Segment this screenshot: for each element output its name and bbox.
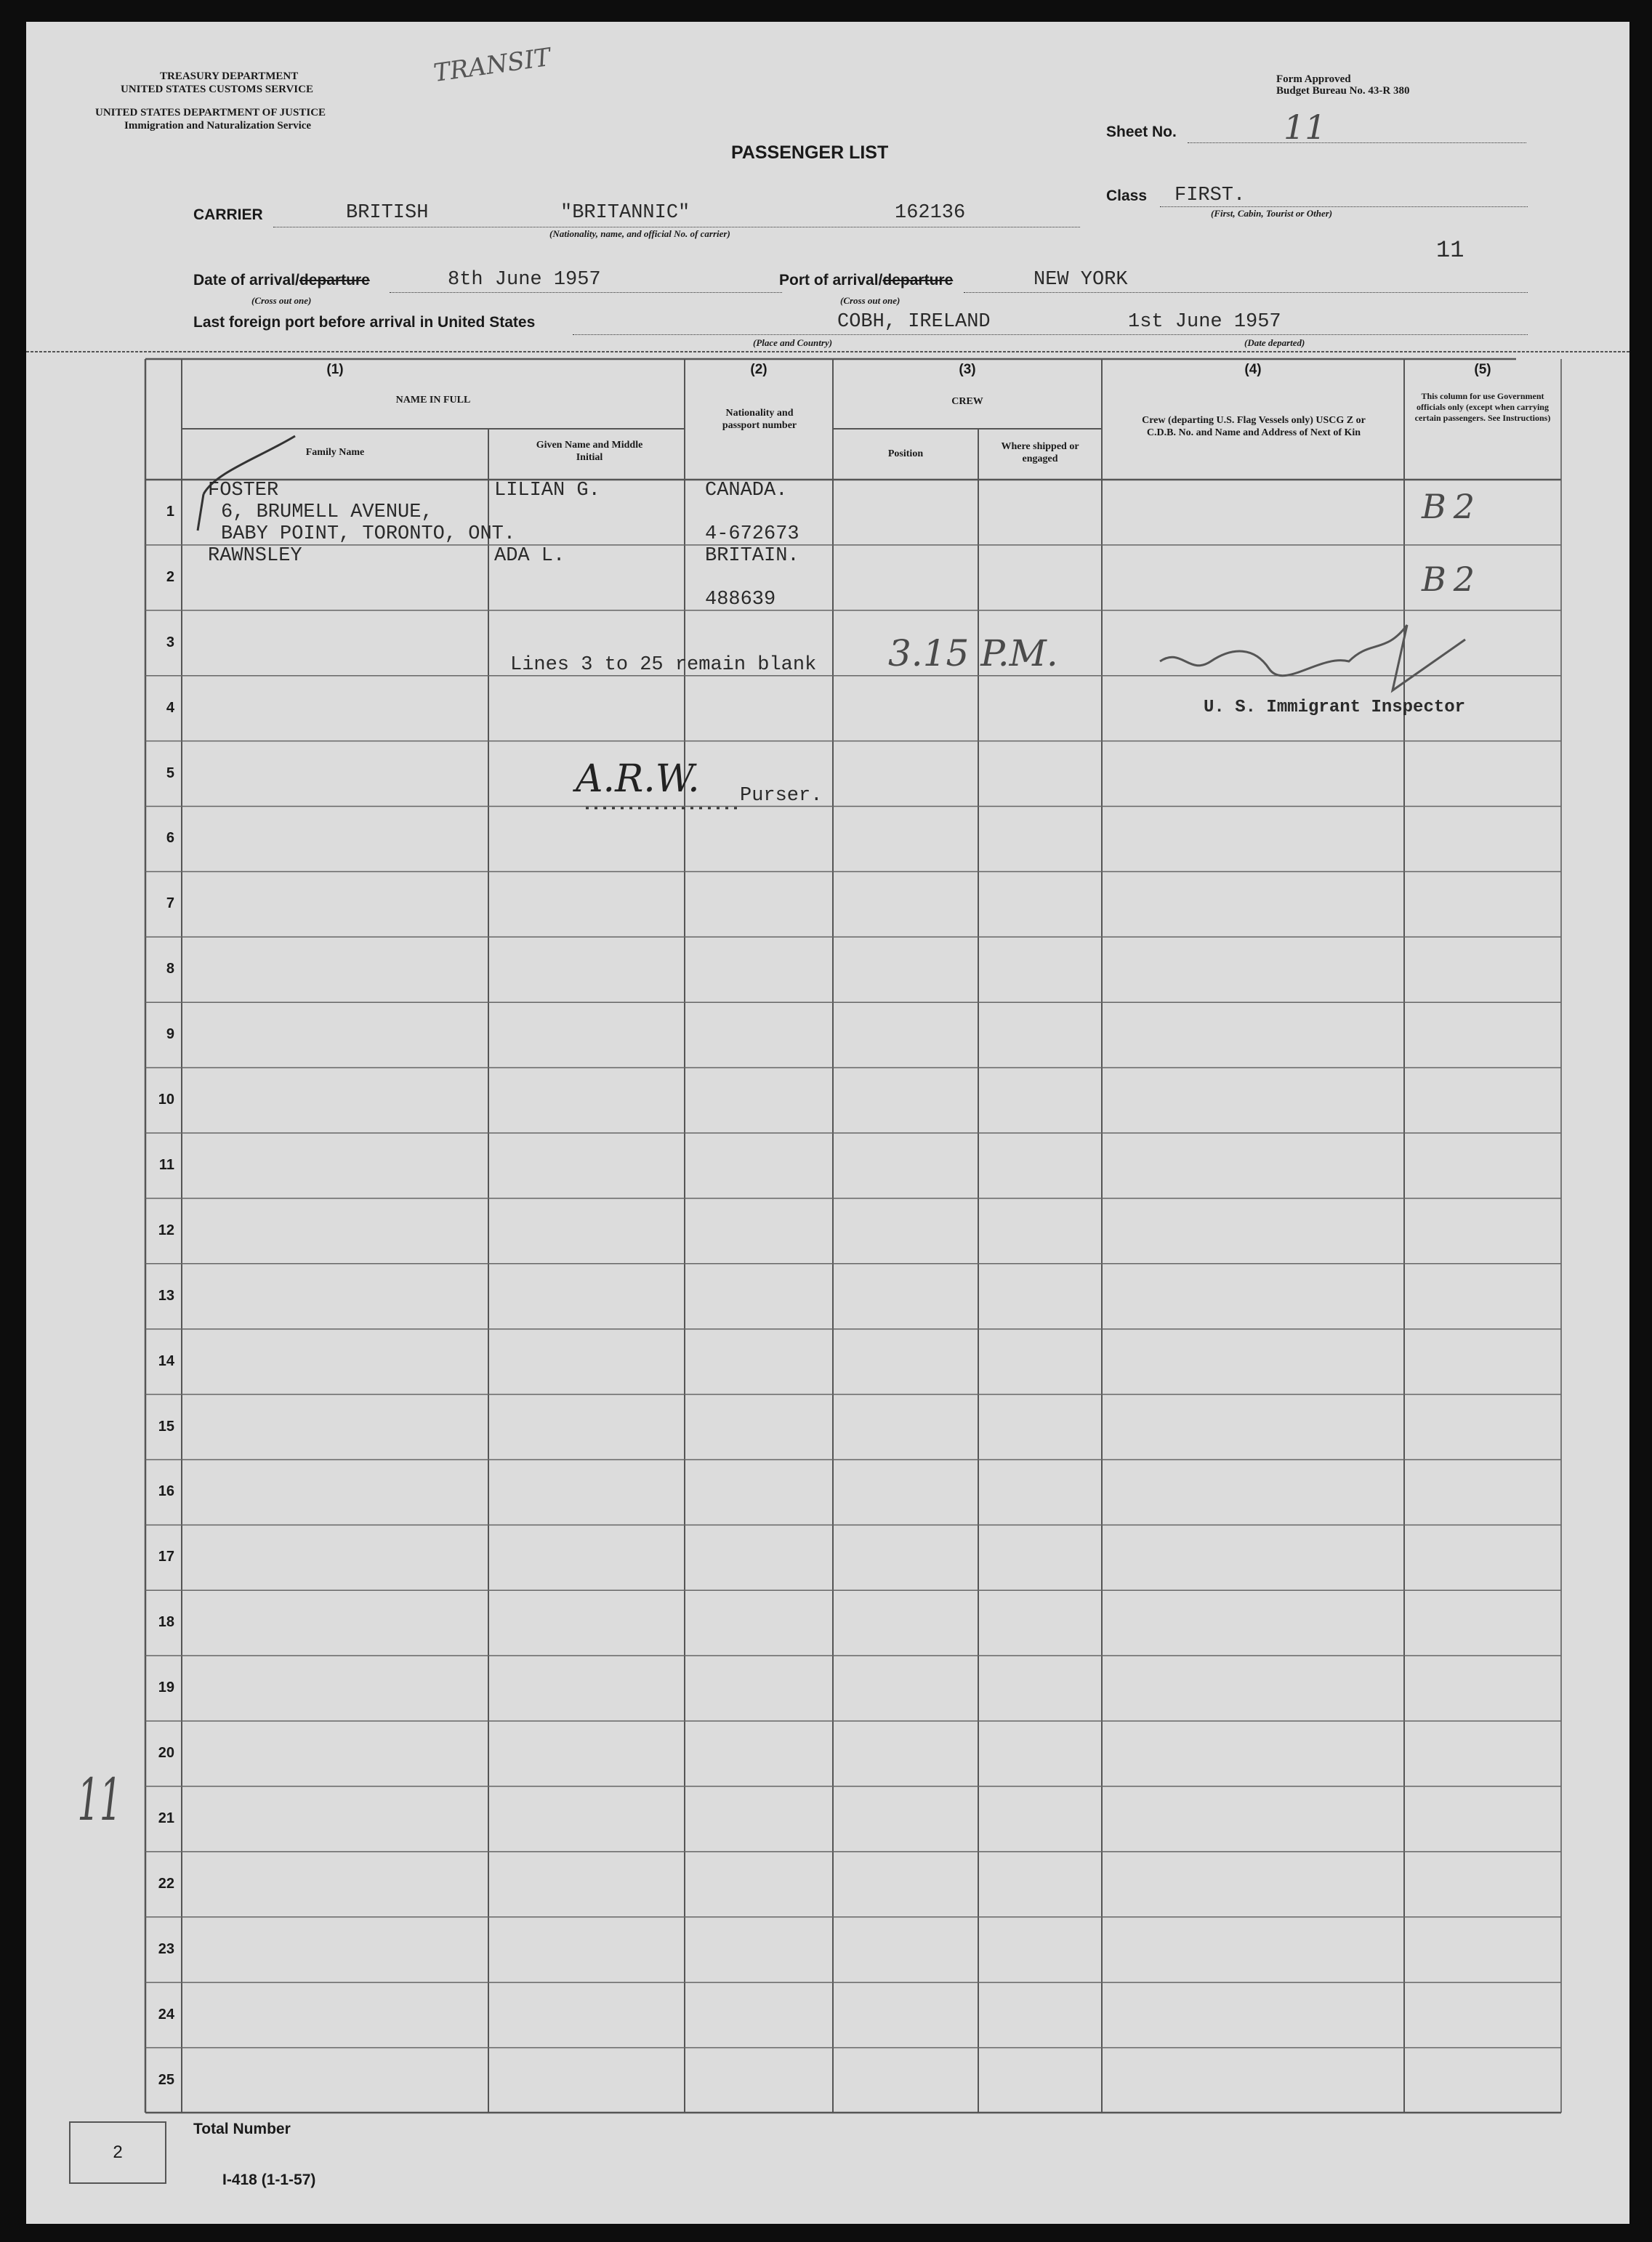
col4-header: Crew (departing U.S. Flag Vessels only) USCG Z or C.D.B. No. and Name and Address of Next of Kin	[1142, 415, 1366, 438]
margin-mark: 11	[77, 1766, 122, 1834]
row-number: 23	[158, 1940, 174, 1957]
last-port-subcaption: (Place and Country)	[753, 337, 833, 348]
row-number: 12	[158, 1222, 174, 1238]
row-number: 17	[158, 1549, 174, 1565]
row-number: 4	[166, 699, 174, 716]
row-number: 21	[158, 1810, 174, 1826]
p2-nationality: BRITAIN.	[705, 545, 799, 567]
p1-address-line1: 6, BRUMELL AVENUE,	[221, 501, 433, 523]
col2-number: (2)	[750, 362, 767, 377]
port-label: Port of arrival/departure	[779, 272, 954, 289]
last-port-date-subcaption: (Date departed)	[1244, 337, 1305, 348]
p1-code: B2	[1422, 487, 1483, 526]
row-number: 6	[166, 830, 174, 847]
last-port-label: Last foreign port before arrival in United States	[193, 314, 536, 331]
form-number: I-418 (1-1-57)	[222, 2172, 316, 2188]
transit-stamp: TRANSIT	[432, 42, 552, 89]
row-number: 10	[158, 1092, 174, 1108]
immigration-service: Immigration and Naturalization Service	[124, 120, 312, 132]
family-name-header: Family Name	[305, 447, 365, 458]
p2-code: B2	[1422, 560, 1483, 599]
p1-given-name: LILIAN G.	[494, 480, 600, 501]
arrival-date: 8th June 1957	[448, 269, 601, 291]
carrier-label: CARRIER	[193, 206, 263, 223]
class-subcaption: (First, Cabin, Tourist or Other)	[1211, 208, 1333, 219]
total-number-label: Total Number	[193, 2121, 291, 2137]
row-number: 22	[158, 1875, 174, 1892]
passenger-list-sheet	[26, 22, 1629, 2224]
col1-title: NAME IN FULL	[395, 395, 471, 406]
row-number: 24	[158, 2006, 174, 2023]
shipped-header: Where shipped or engaged	[1001, 441, 1079, 464]
p2-given-name: ADA L.	[494, 545, 565, 567]
port-value: NEW YORK	[1033, 269, 1128, 291]
carrier-subcaption: (Nationality, name, and official No. of carrier)	[549, 228, 730, 239]
last-port-date: 1st June 1957	[1128, 311, 1281, 333]
p1-family-name: FOSTER	[208, 480, 279, 501]
p1-address-line2: BABY POINT, TORONTO, ONT.	[221, 523, 516, 545]
row-number: 18	[158, 1614, 174, 1631]
row-number: 8	[166, 961, 174, 977]
row-number: 15	[158, 1418, 174, 1435]
col4-number: (4)	[1244, 362, 1262, 377]
row-number: 11	[158, 1156, 174, 1173]
row-number: 16	[158, 1483, 174, 1500]
purser-label: Purser.	[740, 785, 823, 807]
col1-number: (1)	[326, 362, 344, 377]
row-number: 9	[166, 1026, 174, 1043]
sheet-number: 11	[1284, 108, 1326, 147]
lines-blank-note: Lines 3 to 25 remain blank	[510, 654, 817, 676]
class-label: Class	[1106, 187, 1148, 204]
position-header: Position	[887, 448, 924, 459]
row-number: 19	[158, 1680, 174, 1696]
col5-number: (5)	[1474, 362, 1491, 377]
department-of-justice: UNITED STATES DEPARTMENT OF JUSTICE	[95, 107, 326, 118]
arrival-subcaption: (Cross out one)	[251, 295, 312, 306]
carrier-official-no: 162136	[895, 202, 966, 224]
given-name-header: Given Name and Middle Initial	[536, 440, 643, 463]
table-grid	[26, 22, 1629, 2224]
row-number: 3	[166, 634, 174, 650]
crew-header: CREW	[951, 396, 983, 407]
row-number: 7	[166, 895, 174, 912]
col5-header: This column for use Government officials only (except when carrying certain passengers. See Instructions)	[1414, 391, 1551, 423]
port-subcaption: (Cross out one)	[840, 295, 900, 306]
page-number: 11	[1436, 237, 1464, 264]
row-number: 2	[166, 568, 174, 585]
p2-passport: 488639	[705, 589, 776, 610]
arrival-label: Date of arrival/departure	[193, 272, 370, 289]
last-port-value: COBH, IRELAND	[837, 311, 991, 333]
row-number: 1	[166, 503, 174, 520]
inspector-label: U. S. Immigrant Inspector	[1204, 698, 1466, 717]
row-number: 5	[166, 765, 174, 781]
p1-nationality: CANADA.	[705, 480, 788, 501]
col3-number: (3)	[959, 362, 976, 377]
row-number: 13	[158, 1287, 174, 1304]
form-approved: Form Approved	[1276, 73, 1351, 85]
total-number-value: 2	[113, 2142, 123, 2162]
class-value: FIRST.	[1174, 185, 1246, 206]
time-note: 3.15 P.M.	[888, 632, 1058, 674]
nationality-header: Nationality and passport number	[722, 408, 797, 431]
budget-bureau: Budget Bureau No. 43-R 380	[1276, 85, 1410, 97]
treasury-department: TREASURY DEPARTMENT	[160, 70, 299, 82]
inspector-signature	[1160, 625, 1465, 690]
p2-family-name: RAWNSLEY	[208, 545, 302, 567]
carrier-name: "BRITANNIC"	[560, 202, 690, 224]
page-title: PASSENGER LIST	[731, 142, 889, 163]
carrier-nationality: BRITISH	[346, 202, 429, 224]
customs-service: UNITED STATES CUSTOMS SERVICE	[121, 84, 313, 95]
row-number: 25	[158, 2071, 174, 2088]
row-number: 20	[158, 1745, 174, 1762]
sheet-label: Sheet No.	[1106, 124, 1177, 140]
p1-passport: 4-672673	[705, 523, 799, 545]
purser-signature: A.R.W.	[576, 757, 700, 801]
row-number: 14	[158, 1352, 174, 1369]
